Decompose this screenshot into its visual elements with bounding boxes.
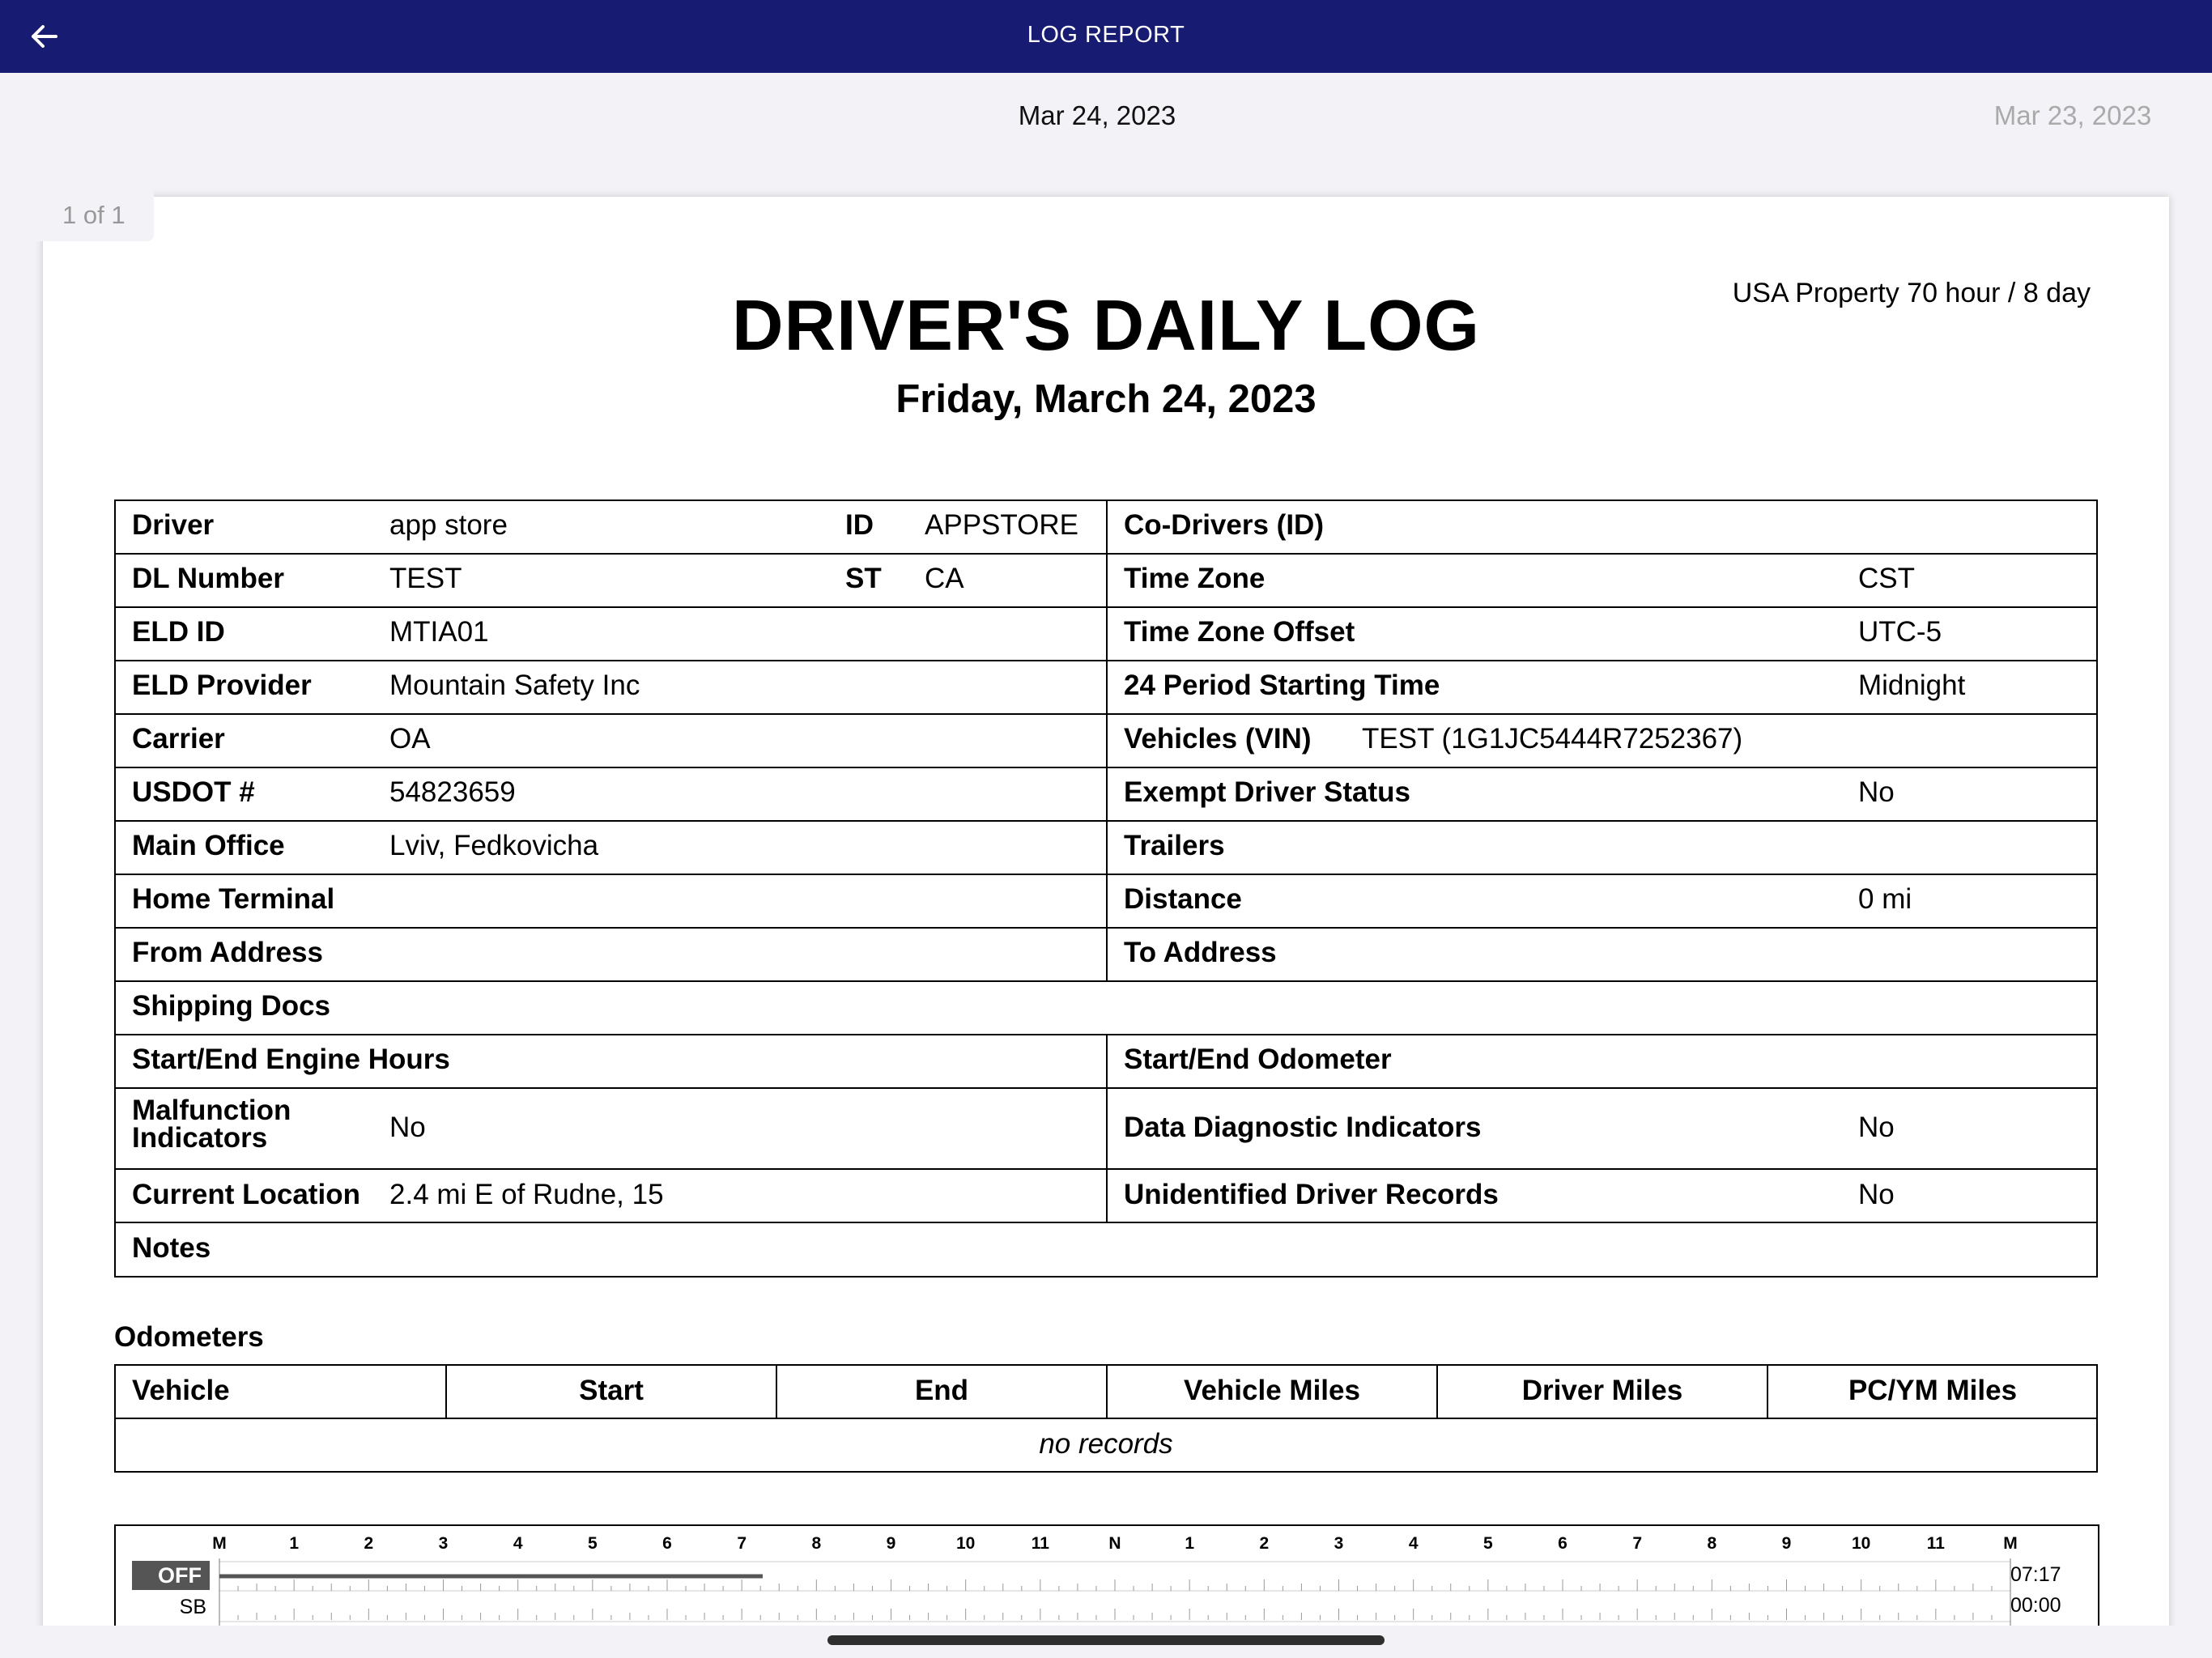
usdot-label: USDOT #: [132, 776, 255, 808]
trailers-label: Trailers: [1124, 830, 1225, 861]
column-header-vehicle-miles: Vehicle Miles: [1184, 1375, 1360, 1406]
ruleset-label: USA Property 70 hour / 8 day: [1732, 278, 2091, 308]
from-address-label: From Address: [132, 937, 323, 968]
hour-label: 1: [1185, 1534, 1194, 1553]
hour-label: 4: [1408, 1534, 1419, 1553]
sleeper-row-label: SB: [179, 1596, 206, 1618]
sleeper-total: 00:00: [2010, 1594, 2061, 1617]
hour-label: 5: [1482, 1534, 1493, 1553]
main-office-value: Lviv, Fedkovicha: [389, 830, 599, 861]
state-label: ST: [845, 563, 882, 594]
distance-value: 0 mi: [1858, 883, 1912, 915]
off-duty-row-label: OFF: [132, 1561, 210, 1590]
odometers-title: Odometers: [114, 1321, 264, 1353]
hour-label: 11: [1926, 1534, 1945, 1553]
hour-label: 10: [955, 1534, 976, 1553]
tz-offset-label: Time Zone Offset: [1124, 616, 1355, 648]
current-date-tab[interactable]: Mar 24, 2023: [1018, 100, 1176, 130]
column-header-pcym-miles: PC/YM Miles: [1848, 1375, 2018, 1406]
hour-label: 2: [1259, 1534, 1270, 1553]
top-nav-bar: [0, 0, 2212, 73]
usdot-value: 54823659: [389, 776, 516, 808]
current-location-label: Current Location: [132, 1179, 360, 1210]
eld-id-label: ELD ID: [132, 616, 225, 648]
page-indicator: 1 of 1: [32, 186, 154, 241]
document-date: Friday, March 24, 2023: [895, 377, 1317, 421]
dl-number-value: TEST: [389, 563, 462, 594]
hour-label: 8: [811, 1534, 822, 1553]
distance-label: Distance: [1124, 883, 1242, 915]
document-title: DRIVER'S DAILY LOG: [732, 285, 1480, 365]
hour-label: M: [2003, 1534, 2018, 1553]
malfunction-value: No: [389, 1112, 426, 1143]
previous-date-tab[interactable]: Mar 23, 2023: [1993, 100, 2152, 130]
carrier-label: Carrier: [132, 723, 225, 755]
tz-offset-value: UTC-5: [1858, 616, 1942, 648]
diagnostic-value: No: [1858, 1112, 1895, 1143]
exempt-status-label: Exempt Driver Status: [1124, 776, 1411, 808]
hour-label: 2: [364, 1534, 374, 1553]
hour-label: 5: [587, 1534, 598, 1553]
column-header-end: End: [914, 1375, 969, 1406]
vehicles-label: Vehicles (VIN): [1124, 723, 1312, 755]
hour-label: 9: [1781, 1534, 1792, 1553]
unidentified-records-label: Unidentified Driver Records: [1124, 1179, 1499, 1210]
current-location-value: 2.4 mi E of Rudne, 15: [389, 1179, 664, 1210]
hour-label: 1: [289, 1534, 299, 1553]
hour-label: 6: [1558, 1534, 1568, 1553]
codrivers-label: Co-Drivers (ID): [1124, 509, 1324, 541]
state-value: CA: [925, 563, 964, 594]
vehicles-value: TEST (1G1JC5444R7252367): [1362, 723, 1743, 755]
column-header-driver-miles: Driver Miles: [1521, 1375, 1683, 1406]
hour-label: 3: [438, 1534, 449, 1553]
exempt-status-value: No: [1858, 776, 1895, 808]
hour-label: 8: [1707, 1534, 1717, 1553]
to-address-label: To Address: [1124, 937, 1277, 968]
carrier-value: OA: [389, 723, 431, 755]
malfunction-label: Malfunction Indicators: [132, 1095, 291, 1154]
off-duty-total: 07:17: [2010, 1563, 2061, 1586]
hour-label: 10: [1851, 1534, 1871, 1553]
home-indicator[interactable]: [827, 1635, 1385, 1645]
log-document: [43, 197, 2169, 1658]
id-value: APPSTORE: [925, 509, 1078, 541]
page-title: LOG REPORT: [1027, 22, 1185, 48]
hour-label: 6: [662, 1534, 672, 1553]
hour-label: 4: [513, 1534, 523, 1553]
eld-id-value: MTIA01: [389, 616, 489, 648]
time-zone-label: Time Zone: [1124, 563, 1266, 594]
notes-label: Notes: [132, 1232, 211, 1264]
hour-label: M: [212, 1534, 227, 1553]
id-label: ID: [845, 509, 874, 541]
odometers-empty-state: no records: [1039, 1428, 1173, 1460]
time-zone-value: CST: [1858, 563, 1915, 594]
period-start-value: Midnight: [1858, 670, 1966, 701]
shipping-docs-label: Shipping Docs: [132, 990, 330, 1022]
hour-label: 7: [1632, 1534, 1642, 1553]
main-office-label: Main Office: [132, 830, 285, 861]
hour-label: 9: [886, 1534, 896, 1553]
home-terminal-label: Home Terminal: [132, 883, 335, 915]
unidentified-records-value: No: [1858, 1179, 1895, 1210]
hour-label: N: [1108, 1534, 1121, 1553]
diagnostic-label: Data Diagnostic Indicators: [1124, 1112, 1482, 1143]
engine-hours-label: Start/End Engine Hours: [132, 1044, 450, 1075]
hour-label: 11: [1031, 1534, 1049, 1553]
dl-number-label: DL Number: [132, 563, 284, 594]
column-header-vehicle: Vehicle: [132, 1375, 230, 1406]
column-header-start: Start: [579, 1375, 644, 1406]
hour-label: 7: [737, 1534, 747, 1553]
eld-provider-value: Mountain Safety Inc: [389, 670, 640, 701]
driver-label: Driver: [132, 509, 215, 541]
period-start-label: 24 Period Starting Time: [1124, 670, 1440, 701]
odometer-label: Start/End Odometer: [1124, 1044, 1392, 1075]
hour-label: 3: [1334, 1534, 1344, 1553]
driver-value: app store: [389, 509, 508, 541]
eld-provider-label: ELD Provider: [132, 670, 312, 701]
